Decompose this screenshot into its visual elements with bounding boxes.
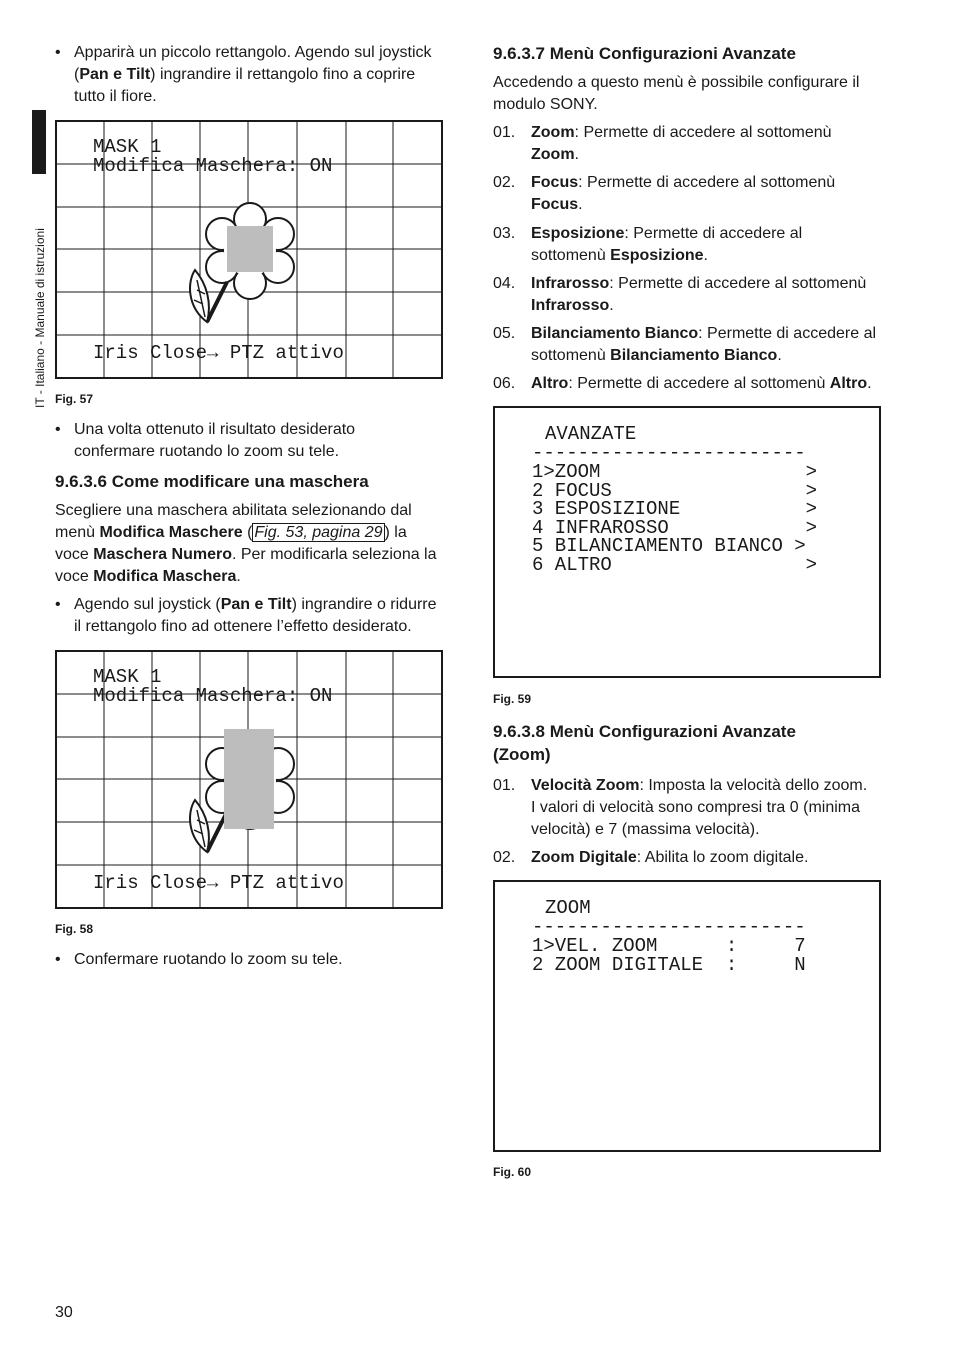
section-paragraph: Scegliere una maschera abilitata selezionando dal menù Modifica Maschere ( Fig. 53, pagina 29 ) la voce Maschera Numero. Per modificarla seleziona la voce Modifica Maschera. xyxy=(55,502,437,585)
bullet-text: Apparirà un piccolo rettangolo. Agendo sul joystick xyxy=(74,44,432,61)
menu-item-zoom[interactable]: 1>ZOOM > xyxy=(532,461,818,483)
osd-text-line: Modifica Maschera: ON xyxy=(93,155,333,177)
menu-separator: ------------------------ xyxy=(532,916,806,938)
osd-text-line: MASK 1 xyxy=(93,666,162,688)
osd-text-line: Modifica Maschera: ON xyxy=(93,685,333,707)
section-heading: 9.6.3.6 Come modificare una maschera xyxy=(55,472,369,491)
figure-caption: Fig. 59 xyxy=(493,692,532,706)
osd-text-line: MASK 1 xyxy=(93,136,162,158)
menu-item-vel-zoom[interactable]: 1>VEL. ZOOM : 7 xyxy=(532,935,806,957)
menu-item-esposizione[interactable]: 3 ESPOSIZIONE > xyxy=(532,498,818,520)
osd-screen-fig57 xyxy=(55,120,443,379)
osd-text-line: Iris Close→ PTZ attivo xyxy=(93,342,344,364)
figure-caption: Fig. 57 xyxy=(55,392,94,406)
figure-caption: Fig. 58 xyxy=(55,922,94,936)
osd-screen-fig58 xyxy=(55,650,443,909)
section-heading: 9.6.3.8 Menù Configurazioni Avanzate (Zoom) xyxy=(493,722,796,764)
section-paragraph: Accedendo a questo menù è possibile configurare il modulo SONY. xyxy=(493,74,860,113)
bold-term: Pan e Tilt xyxy=(79,66,151,83)
mask-rectangle xyxy=(227,226,273,272)
mask-rectangle xyxy=(224,729,274,829)
cross-reference-link[interactable]: Fig. 53, pagina 29 xyxy=(254,524,383,541)
section-heading: 9.6.3.7 Menù Configurazioni Avanzate xyxy=(493,44,796,63)
menu-item-bilanciamento[interactable]: 5 BILANCIAMENTO BIANCO > xyxy=(532,535,806,557)
osd-menu-avanzate xyxy=(493,406,881,678)
sidebar-marker xyxy=(32,110,46,174)
menu-item-zoom-digitale[interactable]: 2 ZOOM DIGITALE : N xyxy=(532,953,806,976)
menu-title: AVANZATE xyxy=(545,423,637,445)
figure-caption: Fig. 60 xyxy=(493,1165,532,1179)
page-number: 30 xyxy=(55,1304,73,1321)
osd-text-line: Iris Close→ PTZ attivo xyxy=(93,872,344,894)
sidebar-label: IT - Italiano - Manuale di istruzioni xyxy=(33,228,47,408)
osd-menu-zoom xyxy=(493,880,881,1152)
menu-item-altro[interactable]: 6 ALTRO > xyxy=(532,553,818,576)
menu-item-infrarosso[interactable]: 4 INFRAROSSO > xyxy=(532,516,818,539)
menu-item-focus[interactable]: 2 FOCUS > xyxy=(532,479,818,502)
menu-separator: ------------------------ xyxy=(532,442,806,464)
menu-title: ZOOM xyxy=(545,897,591,919)
